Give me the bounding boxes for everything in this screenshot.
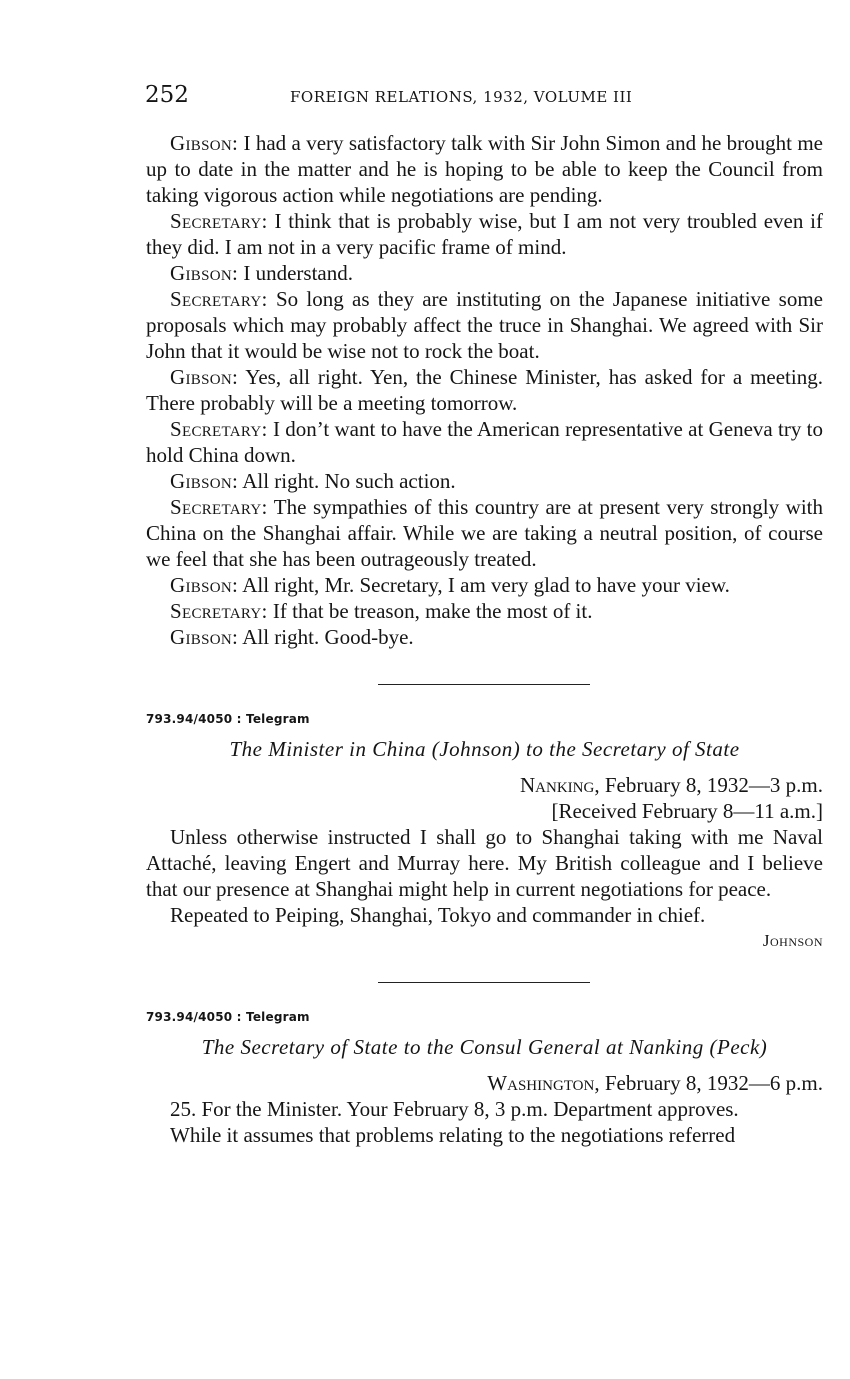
dialogue-line <box>146 260 823 286</box>
dialogue-text: All right. Good-bye. <box>242 625 414 649</box>
speaker-label: Secretary: <box>170 209 268 233</box>
dateline-date: , February 8, 1932—3 p.m. <box>594 773 823 797</box>
dialogue-line <box>146 416 823 468</box>
dialogue-text: Yes, all right. Yen, the Chinese Minister, has asked for a meeting. There probably will be a meeting tomorrow. <box>146 365 823 415</box>
telegram-paragraph: Unless otherwise instructed I shall go to Shanghai taking with me Naval Attaché, leaving Engert and Murray here. My British colleague and I believe that our presence at Shanghai might help in current negotiations for peace. <box>146 825 823 901</box>
running-head: FOREIGN RELATIONS, 1932, VOLUME III <box>290 88 633 106</box>
speaker-label: Gibson: <box>170 469 239 493</box>
dialogue-line <box>146 624 823 650</box>
dialogue-line <box>146 286 823 364</box>
dialogue-line <box>146 208 823 260</box>
signature: Johnson <box>762 931 823 950</box>
received-line: [Received February 8—11 a.m.] <box>551 799 823 823</box>
dateline-date: , February 8, 1932—6 p.m. <box>594 1071 823 1095</box>
page-content <box>146 130 823 1148</box>
file-reference: 793.94/4050 : Telegram <box>146 1010 310 1024</box>
telegram-paragraph: Repeated to Peiping, Shanghai, Tokyo and commander in chief. <box>170 903 706 927</box>
speaker-label: Gibson: <box>170 625 239 649</box>
document-title: The Secretary of State to the Consul General at Nanking (Peck) <box>201 1035 768 1059</box>
page-header <box>145 82 825 112</box>
dialogue-text: I had a very satisfactory talk with Sir John Simon and he brought me up to date in the matter and he is hoping to be able to keep the Council from taking vigorous action while negotiations are pending. <box>146 131 823 207</box>
document-title: The Minister in China (Johnson) to the Secretary of State <box>229 737 740 761</box>
speaker-label: Secretary: <box>170 495 268 519</box>
dialogue-text: I understand. <box>243 261 353 285</box>
dialogue-line <box>146 130 823 208</box>
dialogue-line <box>146 494 823 572</box>
section-divider <box>378 684 590 685</box>
dialogue-line <box>146 468 823 494</box>
section-divider <box>378 982 590 983</box>
dateline-place: Nanking <box>520 773 595 797</box>
dialogue-line <box>146 364 823 416</box>
speaker-label: Secretary: <box>170 287 268 311</box>
telegram-2 <box>146 1010 823 1148</box>
dialogue-text: All right, Mr. Secretary, I am very glad to have your view. <box>242 573 730 597</box>
speaker-label: Secretary: <box>170 417 268 441</box>
dialogue-line <box>146 572 823 598</box>
speaker-label: Gibson: <box>170 365 239 389</box>
page-number: 252 <box>145 82 189 108</box>
dialogue-text: The sympathies of this country are at present very strongly with China on the Shanghai affair. While we are taking a neutral position, of course we feel that she has been outrageously treated. <box>146 495 823 571</box>
dateline-place: Washington <box>487 1071 595 1095</box>
dateline <box>146 772 823 798</box>
speaker-label: Secretary: <box>170 599 268 623</box>
telegram-paragraph: 25. For the Minister. Your February 8, 3 p.m. Department approves. <box>170 1097 739 1121</box>
dialogue-text: So long as they are instituting on the Japanese initiative some proposals which may probably affect the truce in Shanghai. We agreed with Sir John that it would be wise not to rock the boat. <box>146 287 823 363</box>
conversation <box>146 130 823 650</box>
file-reference: 793.94/4050 : Telegram <box>146 712 310 726</box>
dateline <box>146 1070 823 1096</box>
speaker-label: Gibson: <box>170 573 239 597</box>
speaker-label: Gibson: <box>170 131 239 155</box>
dialogue-text: I think that is probably wise, but I am not very troubled even if they did. I am not in a very pacific frame of mind. <box>146 209 824 259</box>
dialogue-text: All right. No such action. <box>242 469 456 493</box>
telegram-paragraph: While it assumes that problems relating to the negotiations referred <box>170 1123 736 1147</box>
dialogue-text: If that be treason, make the most of it. <box>272 599 593 623</box>
dialogue-line <box>146 598 823 624</box>
telegram-1 <box>146 712 823 954</box>
dialogue-text: I don’t want to have the American representative at Geneva try to hold China down. <box>146 417 823 467</box>
speaker-label: Gibson: <box>170 261 239 285</box>
